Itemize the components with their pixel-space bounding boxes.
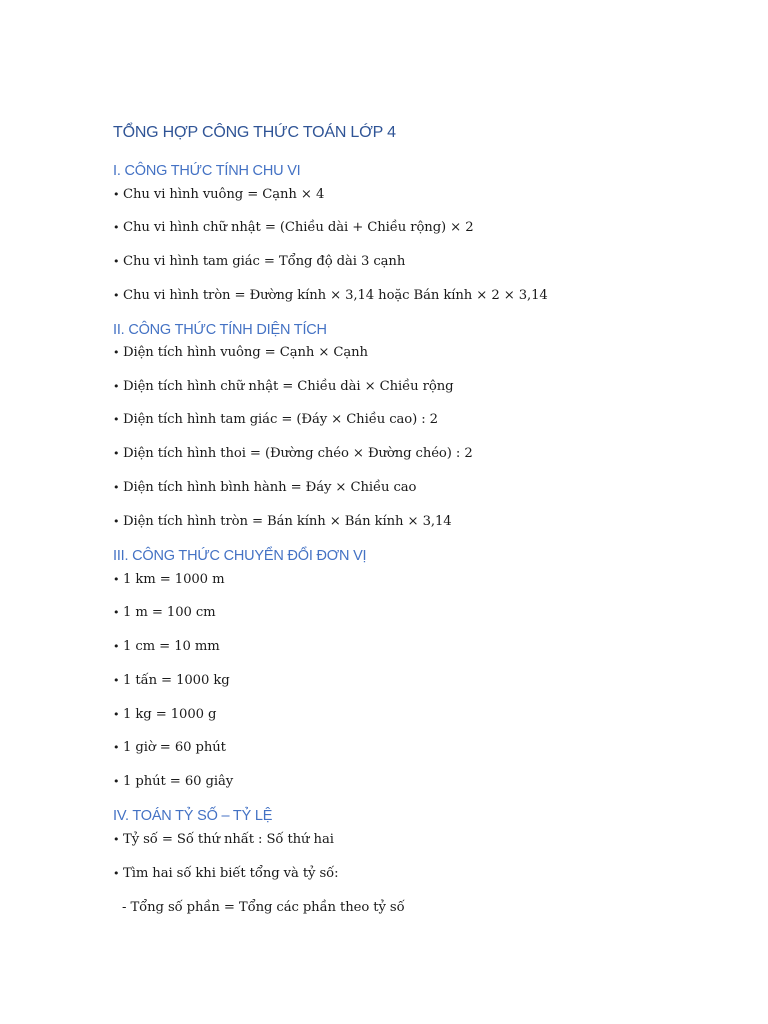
list-item-text: Diện tích hình vuông = Cạnh × Cạnh [123, 345, 368, 360]
list-item-text: Tỷ số = Số thứ nhất : Số thứ hai [123, 832, 334, 847]
list-item-text: Tìm hai số khi biết tổng và tỷ số: [123, 866, 339, 881]
bullet-icon: • [113, 447, 120, 460]
list-item-text: 1 cm = 10 mm [123, 639, 220, 654]
section-heading-ratio: IV. TOÁN TỶ SỐ – TỶ LỆ [113, 808, 273, 824]
bullet-icon: • [113, 640, 120, 653]
list-item-text: Chu vi hình tam giác = Tổng độ dài 3 cạnh [123, 254, 406, 269]
section-heading-area: II. CÔNG THỨC TÍNH DIỆN TÍCH [113, 322, 327, 338]
list-item-text: Chu vi hình tròn = Đường kính × 3,14 hoặc Bán kính × 2 × 3,14 [123, 288, 548, 303]
list-item [113, 707, 216, 722]
list-item [113, 832, 334, 847]
document-title: TỔNG HỢP CÔNG THỨC TOÁN LỚP 4 [113, 124, 396, 141]
bullet-icon: • [113, 413, 120, 426]
list-item [113, 514, 452, 529]
list-item-text: Diện tích hình tam giác = (Đáy × Chiều cao) : 2 [123, 412, 438, 427]
list-item-text: 1 kg = 1000 g [123, 707, 217, 722]
list-item [113, 288, 548, 303]
list-item [113, 379, 453, 394]
list-item-text: Chu vi hình chữ nhật = (Chiều dài + Chiều rộng) × 2 [123, 220, 474, 235]
list-item [113, 446, 473, 461]
bullet-icon: • [113, 606, 120, 619]
list-item-text: 1 giờ = 60 phút [123, 740, 226, 755]
bullet-icon: • [113, 573, 120, 586]
list-item-text: Chu vi hình vuông = Cạnh × 4 [123, 187, 325, 202]
bullet-icon: • [113, 481, 120, 494]
sub-list-item: - Tổng số phần = Tổng các phần theo tỷ số [122, 900, 405, 915]
bullet-icon: • [113, 708, 120, 721]
list-item-text: 1 tấn = 1000 kg [123, 673, 230, 688]
list-item [113, 774, 233, 789]
list-item [113, 345, 368, 360]
list-item-text: Diện tích hình chữ nhật = Chiều dài × Chiều rộng [123, 379, 454, 394]
list-item-text: Diện tích hình thoi = (Đường chéo × Đường chéo) : 2 [123, 446, 473, 461]
list-item [113, 605, 216, 620]
bullet-icon: • [113, 741, 120, 754]
list-item-text: 1 km = 1000 m [123, 572, 225, 587]
bullet-icon: • [113, 515, 120, 528]
bullet-icon: • [113, 289, 120, 302]
section-heading-perimeter: I. CÔNG THỨC TÍNH CHU VI [113, 163, 301, 179]
list-item [113, 866, 338, 881]
list-item-text: Diện tích hình tròn = Bán kính × Bán kính × 3,14 [123, 514, 452, 529]
list-item [113, 220, 474, 235]
bullet-icon: • [113, 221, 120, 234]
list-item [113, 480, 416, 495]
list-item [113, 673, 230, 688]
bullet-icon: • [113, 188, 120, 201]
bullet-icon: • [113, 380, 120, 393]
list-item-text: 1 phút = 60 giây [123, 774, 234, 789]
list-item [113, 572, 224, 587]
list-item [113, 412, 438, 427]
section-heading-units: III. CÔNG THỨC CHUYỂN ĐỔI ĐƠN VỊ [113, 548, 367, 564]
bullet-icon: • [113, 346, 120, 359]
list-item [113, 254, 405, 269]
list-item [113, 639, 220, 654]
list-item [113, 187, 324, 202]
bullet-icon: • [113, 255, 120, 268]
list-item-text: Diện tích hình bình hành = Đáy × Chiều cao [123, 480, 417, 495]
bullet-icon: • [113, 775, 120, 788]
bullet-icon: • [113, 833, 120, 846]
list-item [113, 740, 226, 755]
bullet-icon: • [113, 867, 120, 880]
list-item-text: 1 m = 100 cm [123, 605, 216, 620]
bullet-icon: • [113, 674, 120, 687]
